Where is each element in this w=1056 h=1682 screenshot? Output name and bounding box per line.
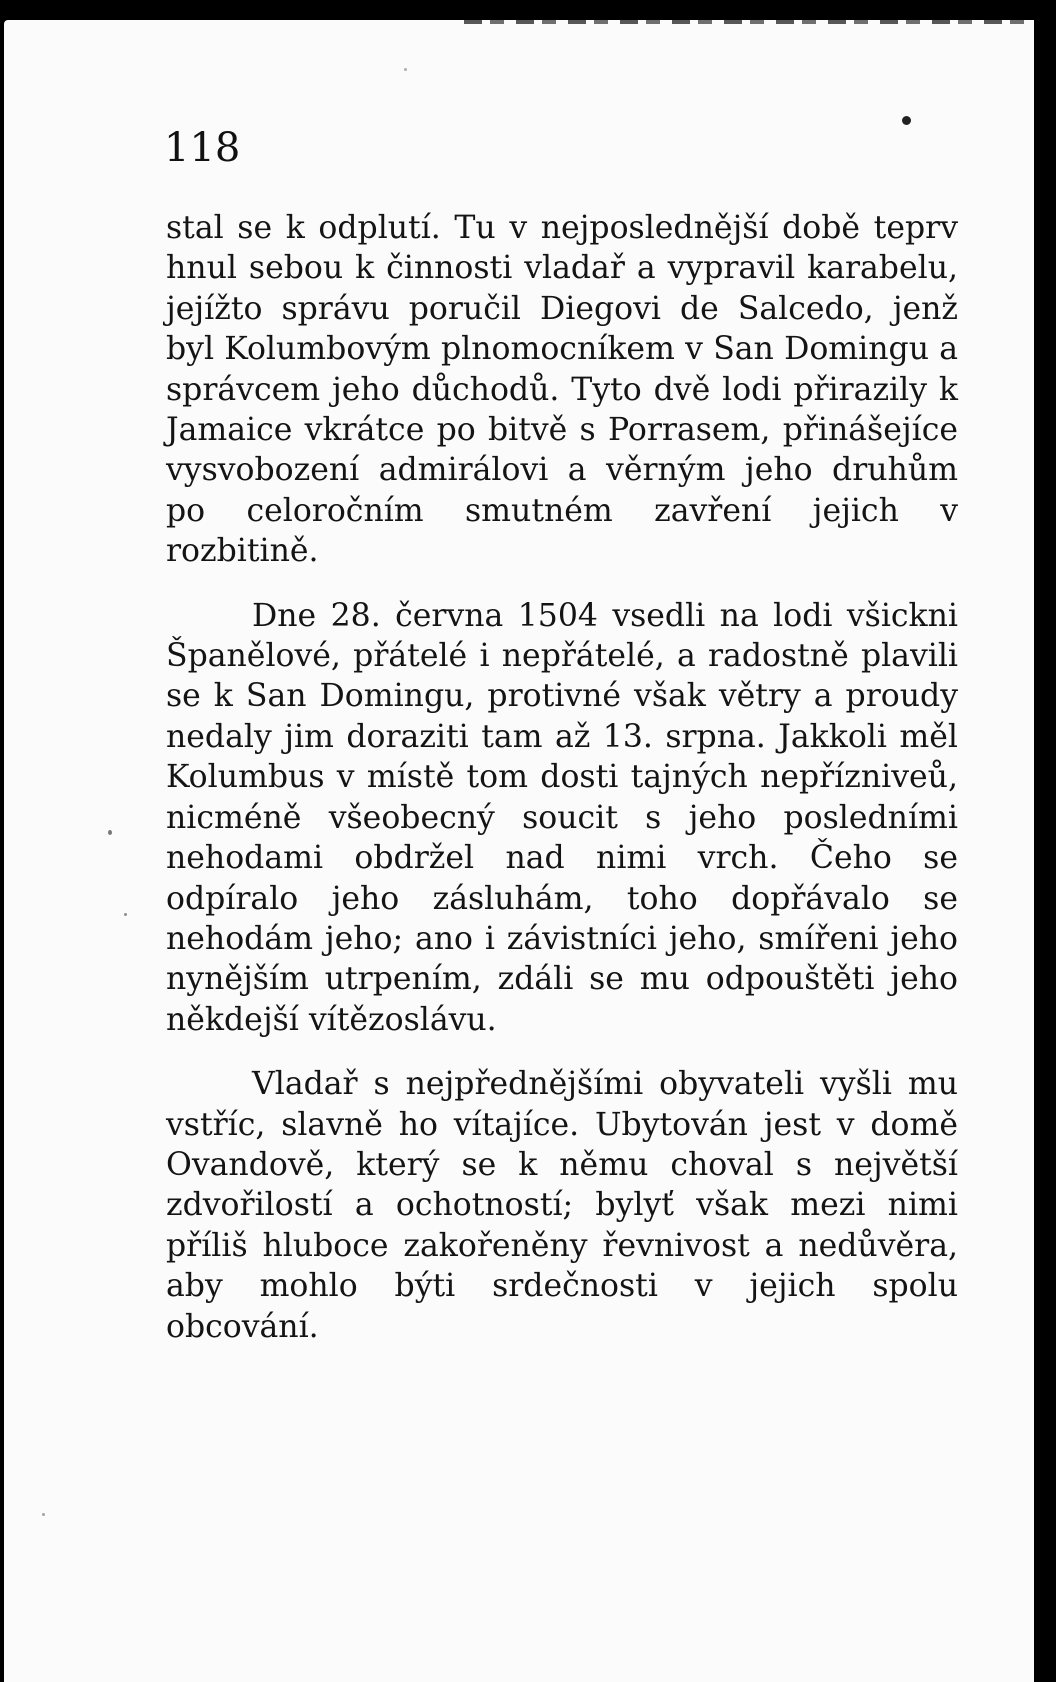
ink-speck	[404, 68, 407, 71]
paragraph-2: Dne 28. června 1504 vsedli na lodi všickni Španělové, přátelé i nepřátelé, a radostně plavili se k San Domingu, protivné však větry a proudy nedaly jim doraziti tam až 13. srpna. Jakkoli měl Kolumbus v místě tom dosti tajných nepřízniveů, nicméně všeobecný soucit s jeho posledními nehodami obdržel nad nimi vrch. Čeho se odpíralo jeho zásluhám, toho dopřávalo se nehodám jeho; ano i závistníci jeho, smířeni jeho nynějším utrpením, zdáli se mu odpouštěti jeho někdejší vítězoslávu.	[166, 597, 958, 1038]
paragraph-1: stal se k odplutí. Tu v nejposlednější době teprv hnul sebou k činnosti vladař a vypravil karabelu, jejížto správu poručil Diegovi de Salcedo, jenž byl Kolumbovým plnomocníkem v San Domingu a správcem jeho důchodů. Tyto dvě lodi přirazily k Jamaice vkrátce po bitvě s Porrasem, přinášejíce vysvobození admirálovi a věrným jeho druhům po celoročním smutném zavření jejich v rozbitině.	[166, 210, 958, 570]
ink-speck	[42, 1513, 45, 1516]
ink-speck	[124, 913, 127, 916]
paragraph-3: Vladař s nejpřednějšími obyvateli vyšli mu vstříc, slavně ho vítajíce. Ubytován jest v domě Ovandově, který se k němu choval s největší zdvořilostí a ochotností; bylyť však mezi nimi příliš hluboce zakořeněny řevnivost a nedůvěra, aby mohlo býti srdečnosti v jejich spolu obcování.	[166, 1066, 958, 1345]
ink-speck	[108, 830, 112, 835]
scan-border-right	[1034, 0, 1056, 1682]
page-number: 118	[164, 125, 241, 171]
scan-edge-noise	[464, 20, 1024, 24]
ink-speck	[902, 116, 911, 125]
book-page	[4, 20, 1034, 1682]
body-text	[166, 208, 958, 1347]
